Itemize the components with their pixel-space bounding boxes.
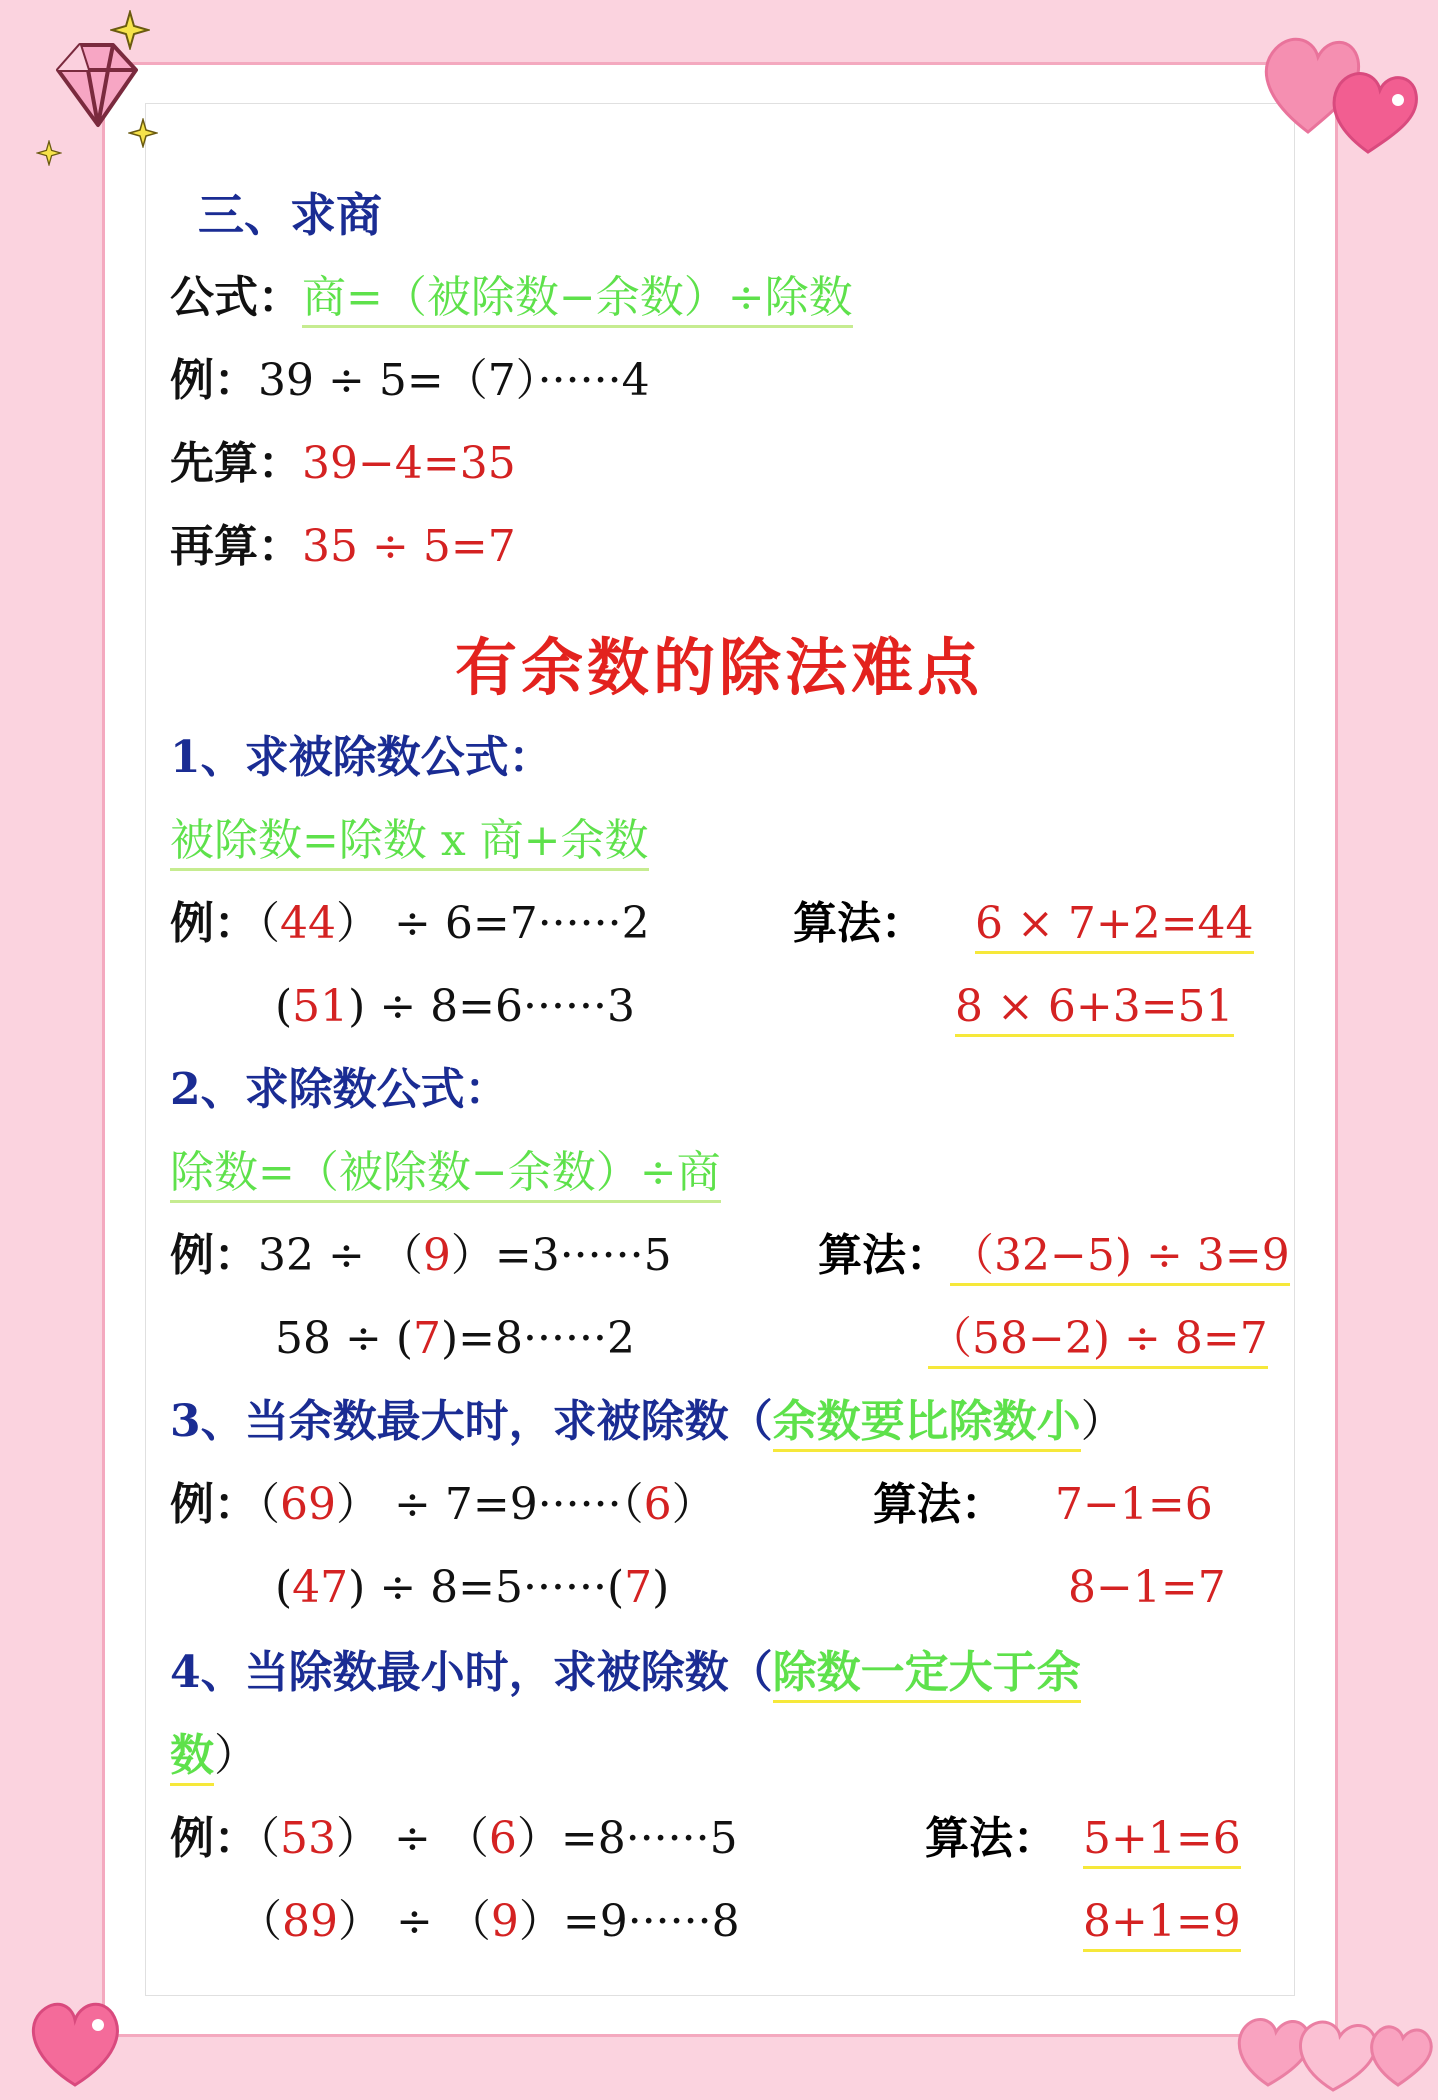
formula-row	[170, 268, 853, 328]
item4-note-end: 数	[170, 1730, 214, 1786]
item2-calc-1	[950, 1226, 1290, 1286]
paren: （	[258, 1479, 280, 1530]
paren: （	[238, 1896, 282, 1947]
answer: 6	[643, 1479, 672, 1530]
first-label: 先算：	[170, 438, 302, 489]
calc-text: 6 × 7+2=44	[975, 898, 1254, 954]
answer: 7	[413, 1313, 441, 1364]
answer: 53	[280, 1813, 336, 1864]
calc-text: 5+1=6	[1083, 1813, 1241, 1869]
item4-heading-cont	[170, 1726, 258, 1786]
answer: 51	[292, 981, 349, 1032]
page-title: 有余数的除法难点	[454, 631, 983, 704]
frame-line-bottom	[145, 1995, 1295, 1996]
first-calc-row	[170, 434, 516, 494]
item2-formula-row	[170, 1143, 721, 1203]
calc-text: 8 × 6+3=51	[955, 981, 1234, 1037]
paren: )	[652, 1562, 670, 1613]
answer: 6	[488, 1813, 517, 1864]
item1-calc-1	[975, 894, 1254, 954]
method-label: 算法：	[793, 898, 925, 949]
item1-example-row-1	[170, 894, 650, 954]
example-row	[170, 351, 650, 411]
calc-text: （58−2) ÷ 8=7	[928, 1313, 1268, 1369]
item2-heading: 2、求除数公式：	[170, 1064, 509, 1115]
item3-note: 余数要比除数小	[773, 1396, 1081, 1452]
item2-formula: 除数=（被除数−余数）÷商	[170, 1147, 721, 1203]
expression: 32 ÷ （	[258, 1230, 423, 1281]
example-label: 例：	[170, 898, 258, 949]
method-label: 算法：	[873, 1479, 1005, 1530]
paren: ）	[671, 1479, 716, 1530]
item4-example-row-1	[170, 1809, 738, 1869]
item2-calc-2	[928, 1309, 1268, 1369]
expression: ) ÷ 8=5······(	[348, 1562, 625, 1613]
item1-calc-2	[955, 977, 1234, 1037]
heart-icon	[1258, 12, 1428, 162]
answer: 47	[292, 1562, 349, 1613]
paren: ）	[1080, 1396, 1125, 1447]
method-label: 算法：	[925, 1813, 1057, 1864]
example-label: 例：	[170, 355, 258, 406]
item4-calc-1	[1083, 1809, 1241, 1869]
heading-text: 3、当余数最大时，求被除数（	[170, 1396, 773, 1447]
item3-calc-1: 7−1=6	[1055, 1479, 1213, 1530]
formula-text: 商=（被除数−余数）÷除数	[302, 272, 853, 328]
calc-text: 8+1=9	[1083, 1896, 1241, 1952]
answer: 89	[282, 1896, 338, 1947]
heading-text: 4、当除数最小时，求被除数（	[170, 1647, 773, 1698]
expression: ） ÷ 7=9······（	[336, 1479, 644, 1530]
frame-line-right	[1294, 103, 1295, 1996]
calc-text: （32−5) ÷ 3=9	[950, 1230, 1290, 1286]
item4-heading	[170, 1643, 1081, 1703]
then-label: 再算：	[170, 521, 302, 572]
item4-calc-2	[1083, 1892, 1241, 1952]
expression: ）=9······8	[518, 1896, 740, 1947]
item1-example-row-2	[275, 977, 635, 1037]
item2-example-row-2	[275, 1309, 635, 1369]
expression: ）=8······5	[516, 1813, 738, 1864]
paren: ）	[214, 1730, 258, 1781]
section-heading: 三、求商	[198, 188, 382, 242]
expression: )=8······2	[441, 1313, 635, 1364]
item3-heading	[170, 1392, 1125, 1452]
then-calc: 35 ÷ 5=7	[302, 521, 516, 572]
paren: （	[258, 1813, 280, 1864]
sparkle-icon	[36, 140, 62, 166]
then-calc-row	[170, 517, 516, 577]
answer: 69	[280, 1479, 336, 1530]
item3-calc-2: 8−1=7	[1068, 1562, 1226, 1613]
first-calc: 39−4=35	[302, 438, 516, 489]
item1-heading: 1、求被除数公式：	[170, 732, 553, 783]
method-label: 算法：	[818, 1230, 950, 1281]
paren: (	[275, 1562, 293, 1613]
paren: （	[258, 898, 280, 949]
item2-example-row-1	[170, 1226, 672, 1286]
example-label: 例：	[170, 1479, 258, 1530]
item3-example-row-2	[275, 1558, 669, 1618]
answer: 7	[624, 1562, 653, 1613]
expression: ） ÷ 6=7······2	[336, 898, 650, 949]
frame-line-top	[145, 103, 1295, 104]
item4-example-row-2	[238, 1892, 740, 1952]
heart-icon	[1228, 1990, 1438, 2100]
expression: ） ÷ （	[336, 1813, 489, 1864]
formula-label: 公式：	[170, 272, 302, 323]
item1-formula-row	[170, 811, 649, 871]
expression: ）=3······5	[450, 1230, 672, 1281]
answer: 44	[280, 898, 336, 949]
paren: (	[275, 981, 293, 1032]
item4-note: 除数一定大于余	[773, 1647, 1081, 1703]
example-text: 39 ÷ 5=（7）······4	[258, 355, 650, 406]
sparkle-icon	[128, 118, 158, 148]
item1-formula: 被除数=除数 x 商+余数	[170, 815, 649, 871]
expression: ） ÷ （	[338, 1896, 491, 1947]
example-label: 例：	[170, 1813, 258, 1864]
sparkle-icon	[110, 10, 150, 50]
frame-line-left	[145, 103, 146, 1996]
heart-icon	[20, 1985, 130, 2095]
answer: 9	[490, 1896, 519, 1947]
expression: ) ÷ 8=6······3	[348, 981, 635, 1032]
expression: 58 ÷ (	[275, 1313, 413, 1364]
item3-example-row-1	[170, 1475, 716, 1535]
answer: 9	[422, 1230, 451, 1281]
example-label: 例：	[170, 1230, 258, 1281]
